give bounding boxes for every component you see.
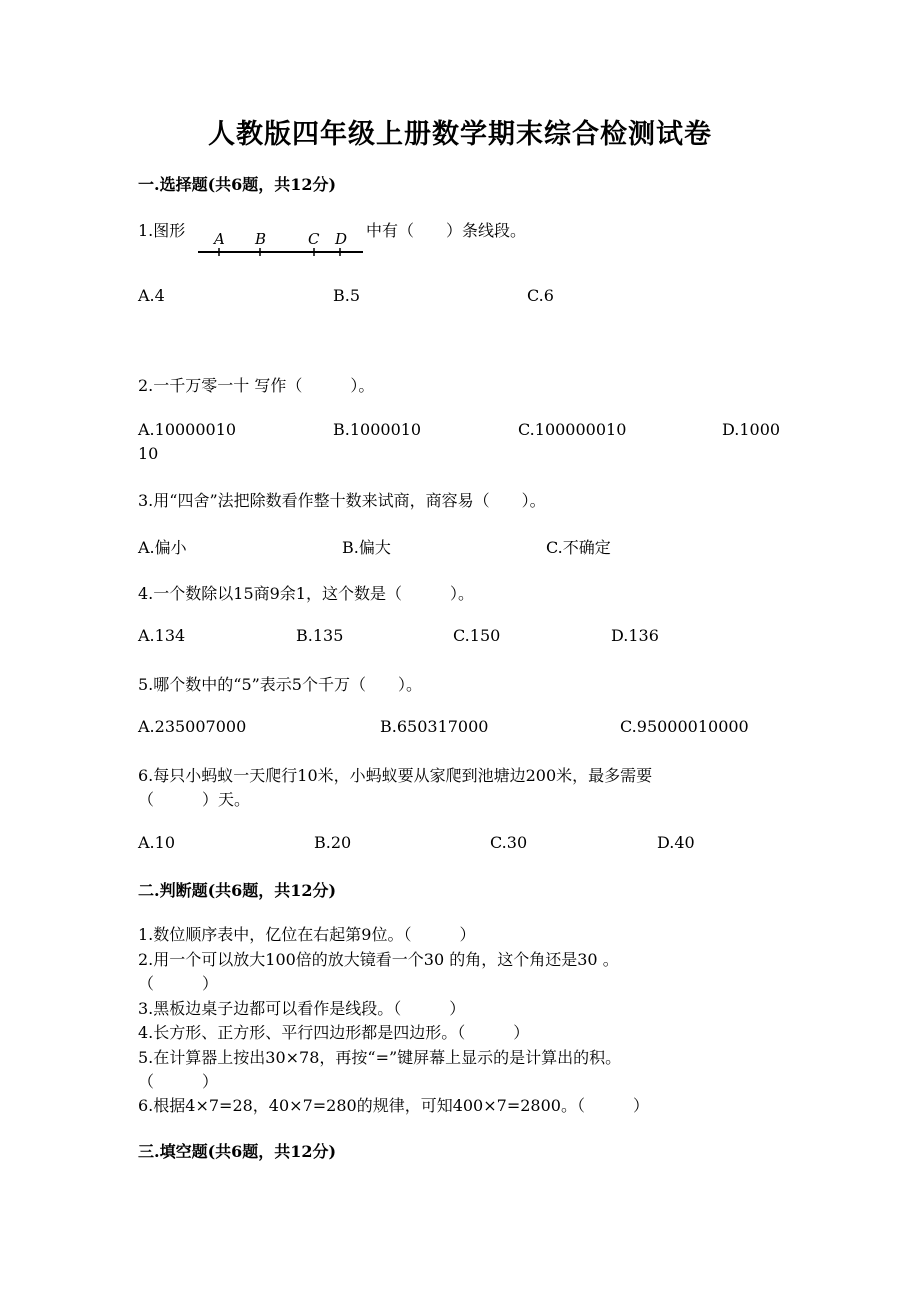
judgement-3: 3.黑板边桌子边都可以看作是线段。（ ） [138, 999, 466, 1018]
q2-option-d-wrap: 10 [138, 444, 159, 463]
question-2: 2.一千万零一十 写作（ ）。 [138, 376, 375, 395]
q6-option-a: A.10 [138, 833, 175, 852]
q4-option-c: C.150 [453, 626, 501, 645]
q4-option-b: B.135 [296, 626, 344, 645]
q2-option-a: A.10000010 [138, 420, 237, 439]
q2-option-c: C.100000010 [518, 420, 627, 439]
q1-option-a: A.4 [138, 286, 165, 305]
line-segment-figure [196, 228, 366, 260]
q5-option-b: B.650317000 [380, 717, 489, 736]
section-heading-judgement: 二.判断题(共6题，共12分) [138, 881, 337, 900]
judgement-4: 4.长方形、正方形、平行四边形都是四边形。（ ） [138, 1023, 530, 1042]
judgement-2: 2.用一个可以放大100倍的放大镜看一个30 的角，这个角还是30 。 [138, 950, 619, 969]
q4-option-a: A.134 [138, 626, 186, 645]
q6-option-b: B.20 [314, 833, 352, 852]
question-5: 5.哪个数中的“5”表示5个千万（ ）。 [138, 675, 422, 694]
q2-option-d: D.1000 [722, 420, 781, 439]
q6-option-c: C.30 [490, 833, 528, 852]
q1-option-b: B.5 [333, 286, 361, 305]
section-heading-fill-in: 三.填空题(共6题，共12分) [138, 1142, 337, 1161]
question-6-line-2: （ ）天。 [138, 790, 251, 809]
point-label-b: B [255, 230, 267, 248]
judgement-2-blank: （ ） [138, 974, 219, 993]
q5-option-c: C.95000010000 [620, 717, 749, 736]
page-title: 人教版四年级上册数学期末综合检测试卷 [208, 119, 712, 150]
section-heading-choice: 一.选择题(共6题，共12分) [138, 175, 337, 194]
q5-option-a: A.235007000 [138, 717, 247, 736]
point-label-d: D [335, 230, 348, 248]
q4-option-d: D.136 [611, 626, 659, 645]
q6-option-d: D.40 [657, 833, 695, 852]
question-3: 3.用“四舍”法把除数看作整十数来试商，商容易（ ）。 [138, 491, 546, 510]
judgement-6: 6.根据4×7=28，40×7=280的规律，可知400×7=2800。（ ） [138, 1096, 649, 1115]
question-1-post: 中有（ ）条线段。 [366, 221, 527, 240]
point-label-a: A [214, 230, 225, 248]
q3-option-c: C.不确定 [546, 538, 611, 557]
point-label-c: C [308, 230, 320, 248]
q2-option-b: B.1000010 [333, 420, 422, 439]
q1-option-c: C.6 [527, 286, 554, 305]
q3-option-a: A.偏小 [138, 538, 187, 557]
question-1-pre: 1.图形 [138, 221, 186, 240]
judgement-5: 5.在计算器上按出30×78，再按“=”键屏幕上显示的是计算出的积。 [138, 1048, 622, 1067]
q3-option-b: B.偏大 [342, 538, 391, 557]
question-4: 4.一个数除以15商9余1，这个数是（ ）。 [138, 584, 474, 603]
judgement-1: 1.数位顺序表中，亿位在右起第9位。（ ） [138, 925, 476, 944]
judgement-5-blank: （ ） [138, 1072, 219, 1091]
question-6-line-1: 6.每只小蚂蚁一天爬行10米，小蚂蚁要从家爬到池塘边200米，最多需要 [138, 766, 653, 785]
